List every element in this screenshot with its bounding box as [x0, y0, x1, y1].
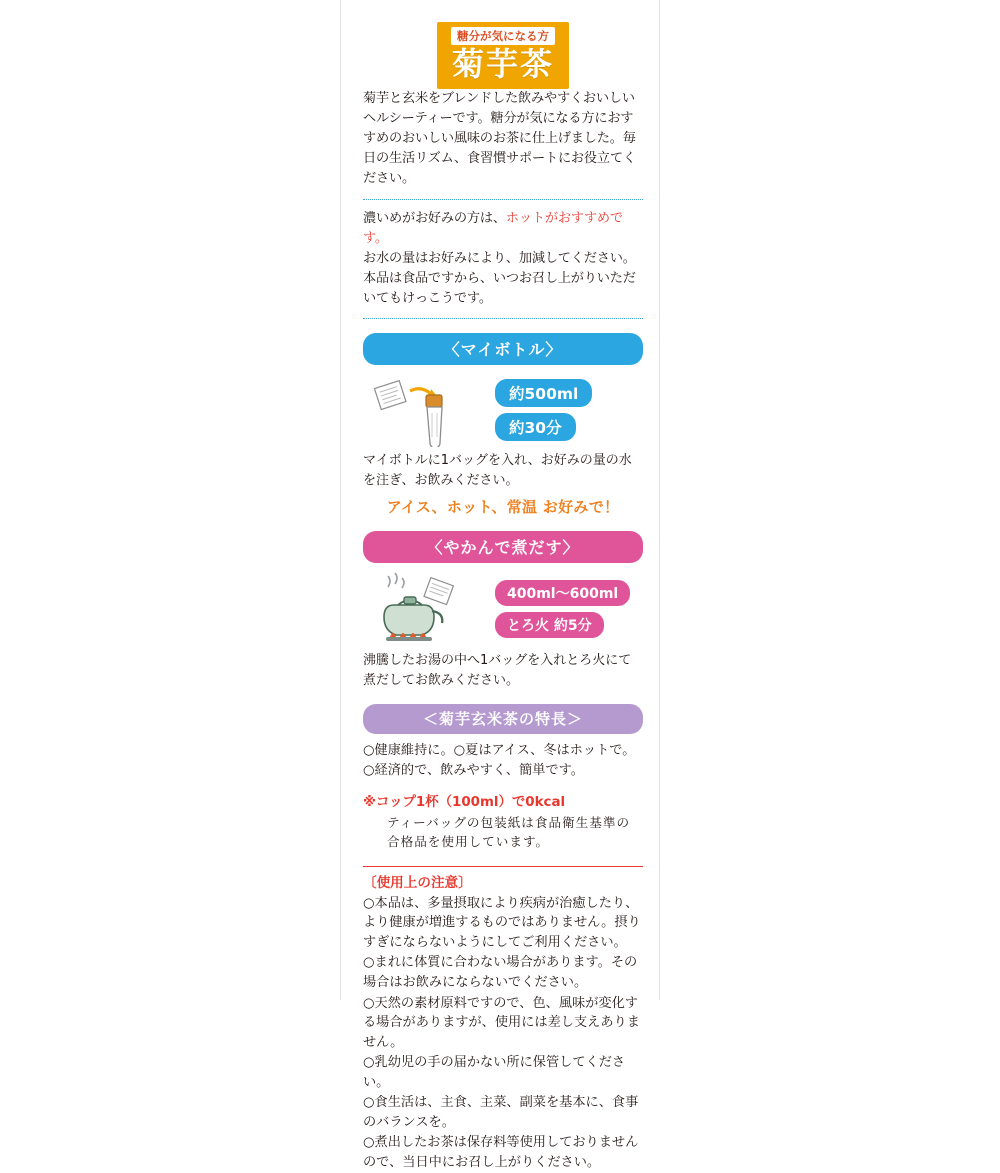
product-name: 菊芋茶 — [451, 45, 554, 83]
page-right-margin — [660, 0, 1000, 1000]
section-heading-kettle: 〈やかんで煮だす〉 — [363, 531, 643, 563]
badge-time-mybottle: 約30分 — [495, 413, 576, 441]
hot-note-highlight: ホットがおすすめです。 — [363, 210, 623, 246]
cautions-list — [363, 894, 643, 1172]
badge-volume-mybottle: 約500ml — [495, 379, 592, 407]
hot-note-line1 — [363, 209, 643, 249]
hot-note-block — [363, 199, 643, 319]
kettle-caption: 沸騰したお湯の中へ1バッグを入れとろ火にて煮だしてお飲みください。 — [363, 653, 632, 688]
feature-list — [363, 741, 643, 781]
feature-item: ○経済的で、飲みやすく、簡単です。 — [363, 763, 584, 779]
hot-note-line2: お水の量はお好みにより、加減してください。本品は食品ですから、いつお召し上がりいただいてもけっこうです。 — [363, 251, 636, 307]
cautions-title: 〔使用上の注意〕 — [363, 866, 643, 891]
caution-item: ○本品は、多量摂取により疾病が治癒したり、より健康が増進するものではありません。摂りすぎにならないようにしてご利用ください。 — [363, 895, 641, 950]
feature-item: ○健康維持に。○夏はアイス、冬はホットで。 — [363, 743, 636, 759]
kettle-illustration — [363, 571, 495, 647]
bottle-icon — [364, 373, 494, 447]
kettle-icon — [364, 571, 494, 647]
mybottle-caption: マイボトルに1バッグを入れ、お好みの量の水を注ぎ、お飲みください。 — [363, 453, 632, 488]
page-left-margin — [0, 0, 340, 1000]
kcal-note: ※コップ1杯（100ml）で0kcal — [363, 794, 566, 810]
intro-paragraph: 菊芋と玄米をブレンドした飲みやすくおいしいヘルシーティーです。糖分が気になる方におすすめのおいしい風味のお茶に仕上げました。毎日の生活リズム、食習慣サポートにお役立てください。 — [363, 90, 636, 186]
section-heading-mybottle: 〈マイボトル〉 — [363, 333, 643, 365]
mybottle-badges — [495, 379, 643, 441]
section-heading-features: ＜菊芋玄米茶の特長＞ — [363, 704, 643, 734]
mybottle-illustration — [363, 373, 495, 447]
kettle-illustration-row — [363, 571, 643, 647]
product-logo — [363, 22, 643, 89]
arrow-icon — [410, 389, 432, 395]
caution-item: ○乳幼児の手の届かない所に保管してください。 — [363, 1055, 626, 1090]
product-tagline: 糖分が気になる方 — [451, 27, 555, 45]
caution-item: ○天然の素材原料ですので、色、風味が変化する場合がありますが、使用には差し支えありません。 — [363, 995, 640, 1050]
product-package-panel — [340, 0, 660, 1170]
badge-volume-kettle: 400ml〜600ml — [495, 580, 630, 606]
caution-item: ○食生活は、主食、主菜、副菜を基本に、食事のバランスを。 — [363, 1095, 639, 1130]
hot-note-line1-prefix: 濃いめがお好みの方は、 — [363, 210, 506, 226]
mybottle-illustration-row — [363, 373, 643, 447]
mybottle-tip: アイス、ホット、常温 お好みで！ — [386, 498, 620, 517]
logo-box — [437, 22, 569, 89]
package-content — [363, 0, 643, 1173]
paper-note: ティーバッグの包装紙は食品衛生基準の合格品を使用しています。 — [387, 814, 631, 850]
kettle-badges — [495, 580, 643, 638]
steam-icon — [388, 573, 404, 588]
badge-time-kettle: とろ火 約5分 — [495, 612, 604, 638]
caution-item: ○煮出したお茶は保存料等使用しておりませんので、当日中にお召し上がりください。 — [363, 1135, 639, 1170]
caution-item: ○まれに体質に合わない場合があります。その場合はお飲みにならないでください。 — [363, 955, 638, 990]
